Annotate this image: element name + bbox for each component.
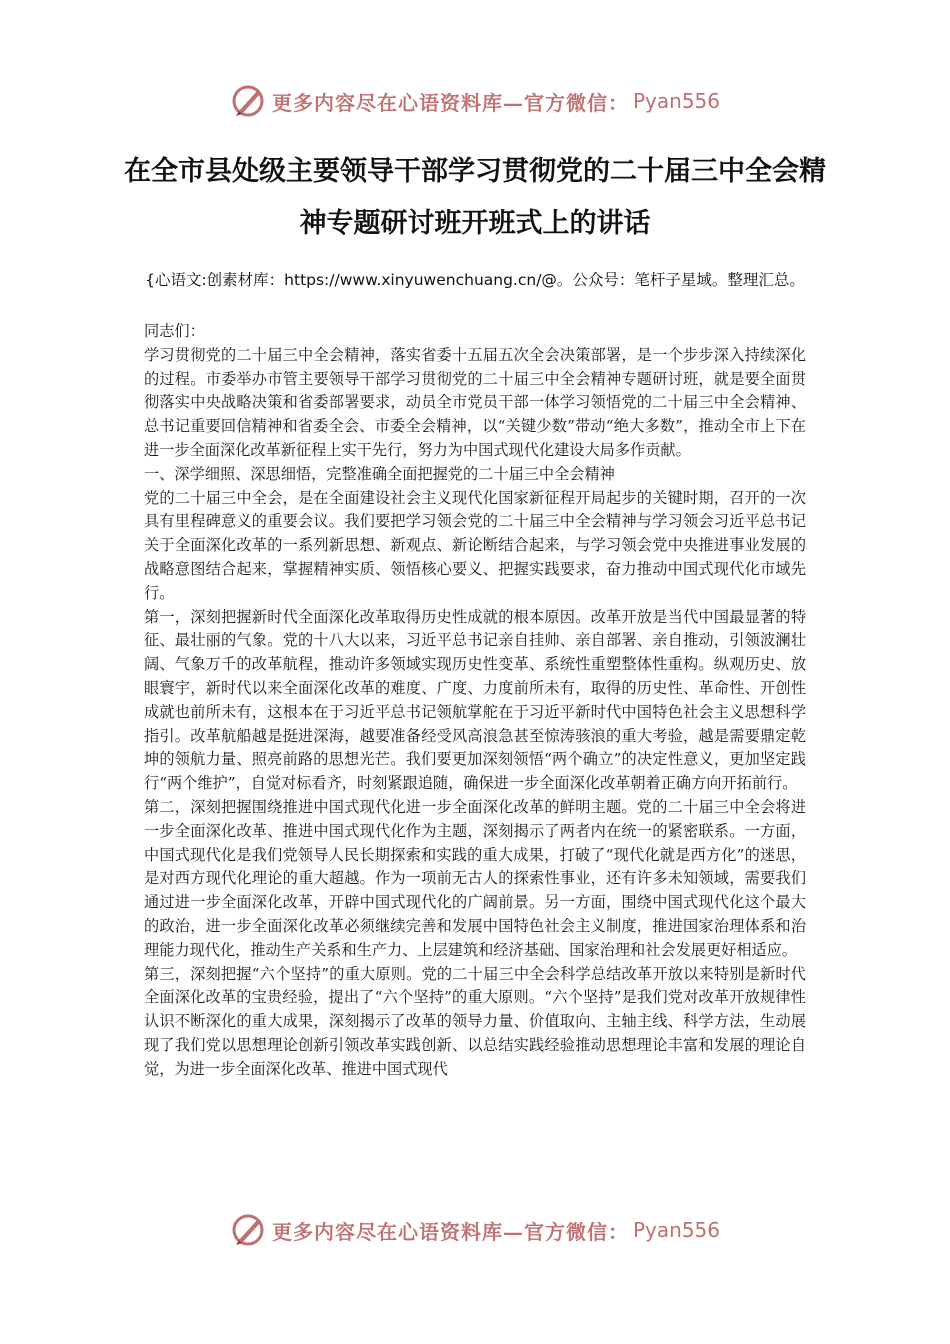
- paragraph: 学习贯彻党的二十届三中全会精神，落实省委十五届五次全会决策部署，是一个步步深入持续深化的过程。市委举办市管主要领导干部学习贯彻党的二十届三中全会精神专题研讨班，就是要全面贯彻落实中央战略决策和省委部署要求，动员全市党员干部一体学习领悟党的二十届三中全会精神、总书记重要回信精神和省委全会、市委全会精神，以“关键少数”带动“绝大多数”，推动全市上下在进一步全面深化改革新征程上实干先行，努力为中国式现代化建设大局多作贡献。: [144, 345, 806, 459]
- pen-logo-icon: [230, 83, 266, 119]
- pen-logo-icon: [230, 1212, 266, 1248]
- salutation: 同志们：: [144, 322, 205, 340]
- paragraph: 第三，深刻把握“六个坚持”的重大原则。党的二十届三中全会科学总结改革开放以来特别是新时代全面深化改革的宝贵经验，提出了“六个坚持”的重大原则。“六个坚持”是我们党对改革开放规律性认识不断深化的重大成果，深刻揭示了改革的领导力量、价值取向、主轴主线、科学方法，生动展现了我们党以思想理论创新引领改革实践创新、以总结实践经验推动思想理论丰富和发展的理论自觉，为进一步全面深化改革、推进中国式现代: [144, 964, 806, 1078]
- banner-text: 更多内容尽在心语资料库—官方微信：: [271, 90, 629, 115]
- paragraph: 第二，深刻把握围绕推进中国式现代化进一步全面深化改革的鲜明主题。党的二十届三中全会将进一步全面深化改革、推进中国式现代化作为主题，深刻揭示了两者内在统一的紧密联系。一方面，中国式现代化是我们党领导人民长期探索和实践的重大成果，打破了“现代化就是西方化”的迷思，是对西方现代化理论的重大超越。作为一项前无古人的探索性事业，还有许多未知领域，需要我们通过进一步全面深化改革，开辟中国式现代化的广阔前景。另一方面，围绕中国式现代化这个最大的政治，进一步全面深化改革必须继续完善和发展中国特色社会主义制度，推进国家治理体系和治理能力现代化，推动生产关系和生产力、上层建筑和经济基础、国家治理和社会发展更好相适应。: [144, 797, 806, 959]
- source-line: {心语文:创素材库：https://www.xinyuwenchuang.cn/@。公众号：笔杆子星域。整理汇总。: [145, 271, 805, 289]
- footer-watermark-banner: [0, 1210, 950, 1250]
- banner-wechat-id: Pyan556: [632, 89, 720, 113]
- paragraph: 第一，深刻把握新时代全面深化改革取得历史性成就的根本原因。改革开放是当代中国最显著的特征、最壮丽的气象。党的十八大以来，习近平总书记亲自挂帅、亲自部署、亲自推动，引领波澜壮阔、气象万千的改革航程，推动许多领域实现历史性变革、系统性重塑整体性重构。纵观历史、放眼寰宇，新时代以来全面深化改革的难度、广度、力度前所未有，取得的历史性、革命性、开创性成就也前所未有，这根本在于习近平总书记领航掌舵在于习近平新时代中国特色社会主义思想科学指引。改革航船越是挺进深海，越要准备经受风高浪急甚至惊涛骇浪的重大考验，越是需要鼎定乾坤的领航力量、照亮前路的思想光芒。我们要更加深刻领悟“两个确立”的决定性意义，更加坚定践行“两个维护”，自觉对标看齐，时刻紧跟追随，确保进一步全面深化改革朝着正确方向开拓前行。: [144, 607, 806, 793]
- banner-wechat-id: Pyan556: [632, 1218, 720, 1242]
- document-body: [144, 320, 806, 1082]
- document-title: 在全市县处级主要领导干部学习贯彻党的二十届三中全会精神专题研讨班开班式上的讲话: [124, 156, 826, 239]
- header-watermark-banner: [0, 81, 950, 121]
- section-heading: 一、深学细照、深思细悟，完整准确全面把握党的二十届三中全会精神: [144, 464, 615, 483]
- paragraph: 党的二十届三中全会，是在全面建设社会主义现代化国家新征程开局起步的关键时期，召开的一次具有里程碑意义的重要会议。我们要把学习领会党的二十届三中全会精神与学习领会习近平总书记关于全面深化改革的一系列新思想、新观点、新论断结合起来，与学习领会党中央推进事业发展的战略意图结合起来，掌握精神实质、领悟核心要义、把握实践要求，奋力推动中国式现代化市域先行。: [144, 488, 806, 602]
- banner-text: 更多内容尽在心语资料库—官方微信：: [271, 1219, 629, 1244]
